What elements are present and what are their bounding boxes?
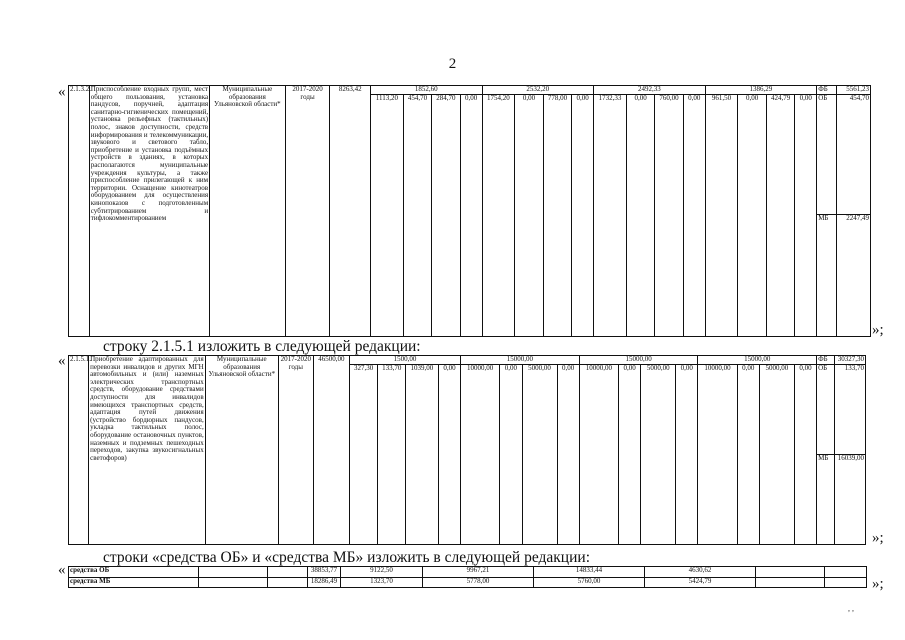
breakdown-cell: 5000,00 bbox=[522, 364, 557, 544]
totals-cell: 4630,62 bbox=[645, 567, 756, 578]
totals-cell: 5778,00 bbox=[423, 577, 534, 588]
totals-table bbox=[68, 566, 867, 588]
breakdown-cell: 0,00 bbox=[738, 94, 766, 336]
row-executor: Муниципальные образования Ульяновской области* bbox=[210, 86, 285, 337]
row-executor: Муниципальные образования Ульяновской области* bbox=[205, 356, 278, 545]
row-description: Приспособление входных групп, мест общего пользования, установка пандусов, поручней, адаптация санитарно-гигиенических помещений, установка рельефных (тактильных) полос, знаков доступности, средств информирования и телекоммуникации, звукового и светового табло, приобретение и установка подъёмных устройств в зданиях, в которых располагаются муниципальные учреждения культуры, а также приспособление прилегающей к ним территории. Оснащение кинотеатров оборудованием для осуществления кинопоказов с подготовленным субтитрированием и тифлокомментированием bbox=[89, 86, 209, 337]
source-label: ОБ bbox=[817, 364, 835, 454]
row-number: 2.1.5.1. bbox=[69, 356, 89, 545]
close-quote-semicolon: »; bbox=[872, 530, 884, 546]
year-total-2019: 15000,00 bbox=[579, 356, 698, 365]
year-total-2017: 1500,00 bbox=[349, 356, 460, 365]
source-value: 454,70 bbox=[836, 94, 870, 215]
breakdown-cell: 1039,00 bbox=[405, 364, 438, 544]
breakdown-cell: 0,00 bbox=[737, 364, 759, 544]
instruction-line-1: строку 2.1.5.1 изложить в следующей редакции: bbox=[103, 338, 421, 355]
breakdown-cell: 0,00 bbox=[557, 364, 579, 544]
year-total-2020: 1386,29 bbox=[705, 86, 817, 95]
open-quote: « bbox=[58, 353, 66, 369]
year-total-2017: 1852,60 bbox=[370, 86, 482, 95]
close-quote-semicolon: »; bbox=[872, 576, 884, 592]
margin-mark: , , bbox=[848, 604, 854, 613]
breakdown-cell: 454,70 bbox=[403, 94, 431, 336]
totals-cell: 5760,00 bbox=[534, 577, 645, 588]
source-label: МБ bbox=[817, 454, 835, 544]
breakdown-cell: 0,00 bbox=[795, 94, 817, 336]
year-total-2020: 15000,00 bbox=[698, 356, 817, 365]
close-quote-semicolon: »; bbox=[872, 322, 884, 338]
totals-cell: 9122,50 bbox=[341, 567, 423, 578]
breakdown-cell: 5000,00 bbox=[759, 364, 794, 544]
table-row-2-1-5-1 bbox=[68, 355, 866, 545]
breakdown-cell: 0,00 bbox=[683, 94, 705, 336]
breakdown-cell: 778,00 bbox=[543, 94, 571, 336]
breakdown-cell: 0,00 bbox=[515, 94, 543, 336]
totals-cell: 5424,79 bbox=[645, 577, 756, 588]
source-label: ОБ bbox=[817, 94, 837, 215]
breakdown-cell: 133,70 bbox=[378, 364, 406, 544]
source-label: МБ bbox=[817, 215, 837, 337]
row-period: 2017-2020 годы bbox=[285, 86, 330, 337]
row-period: 2017-2020 годы bbox=[278, 356, 313, 545]
breakdown-cell: 0,00 bbox=[500, 364, 522, 544]
breakdown-cell: 0,00 bbox=[572, 94, 594, 336]
breakdown-cell: 5000,00 bbox=[641, 364, 676, 544]
source-value: 133,70 bbox=[835, 364, 866, 454]
breakdown-cell: 10000,00 bbox=[461, 364, 500, 544]
totals-cell: 1323,70 bbox=[341, 577, 423, 588]
breakdown-cell: 0,00 bbox=[438, 364, 460, 544]
breakdown-cell: 0,00 bbox=[460, 94, 482, 336]
breakdown-cell: 0,00 bbox=[794, 364, 816, 544]
totals-cell: 14833,44 bbox=[534, 567, 645, 578]
year-total-2019: 2492,33 bbox=[594, 86, 706, 95]
source-value: 5561,23 bbox=[836, 86, 870, 95]
breakdown-cell: 10000,00 bbox=[579, 364, 618, 544]
breakdown-cell: 961,50 bbox=[705, 94, 738, 336]
source-value: 2247,49 bbox=[836, 215, 870, 337]
breakdown-cell: 1732,33 bbox=[594, 94, 627, 336]
source-label: ФБ bbox=[817, 86, 837, 95]
breakdown-cell: 424,79 bbox=[766, 94, 794, 336]
row-total: 8263,42 bbox=[330, 86, 370, 337]
breakdown-cell: 327,30 bbox=[349, 364, 378, 544]
table-row-2-1-3-2 bbox=[68, 85, 871, 337]
year-total-2018: 15000,00 bbox=[461, 356, 580, 365]
breakdown-cell: 0,00 bbox=[626, 94, 654, 336]
breakdown-cell: 1754,20 bbox=[482, 94, 515, 336]
breakdown-cell: 0,00 bbox=[676, 364, 698, 544]
open-quote: « bbox=[58, 562, 66, 578]
breakdown-cell: 760,00 bbox=[655, 94, 683, 336]
row-description: Приобретение адаптированных для перевозки инвалидов и других МГН автомобильных и (или) наземных электрических транспортных средств, оборудование средствами доступности для инвалидов имеющихся транспортных средств, адаптация путей движения (устройство бордюрных пандусов, укладка тактильных полос, оборудование остановочных пунктов, наземных и подземных пешеходных переходов, закупка звукосигнальных светофоров) bbox=[89, 356, 206, 545]
totals-cell: 9967,21 bbox=[423, 567, 534, 578]
source-value: 16039,00 bbox=[835, 454, 866, 544]
source-label: ФБ bbox=[817, 356, 835, 365]
breakdown-cell: 10000,00 bbox=[698, 364, 737, 544]
source-value: 30327,30 bbox=[835, 356, 866, 365]
page-number: 2 bbox=[448, 56, 457, 72]
totals-cell: 38853,77 bbox=[308, 567, 341, 578]
instruction-line-2: строки «средства ОБ» и «средства МБ» изложить в следующей редакции: bbox=[103, 549, 591, 566]
totals-cell: 18286,49 bbox=[308, 577, 341, 588]
breakdown-cell: 1113,20 bbox=[370, 94, 403, 336]
totals-row-label: средства ОБ bbox=[69, 567, 199, 578]
row-total: 46500,00 bbox=[313, 356, 349, 545]
breakdown-cell: 0,00 bbox=[618, 364, 640, 544]
open-quote: « bbox=[58, 84, 66, 100]
breakdown-cell: 284,70 bbox=[432, 94, 460, 336]
year-total-2018: 2532,20 bbox=[482, 86, 594, 95]
row-number: 2.1.3.2. bbox=[69, 86, 90, 337]
totals-row-label: средства МБ bbox=[69, 577, 199, 588]
